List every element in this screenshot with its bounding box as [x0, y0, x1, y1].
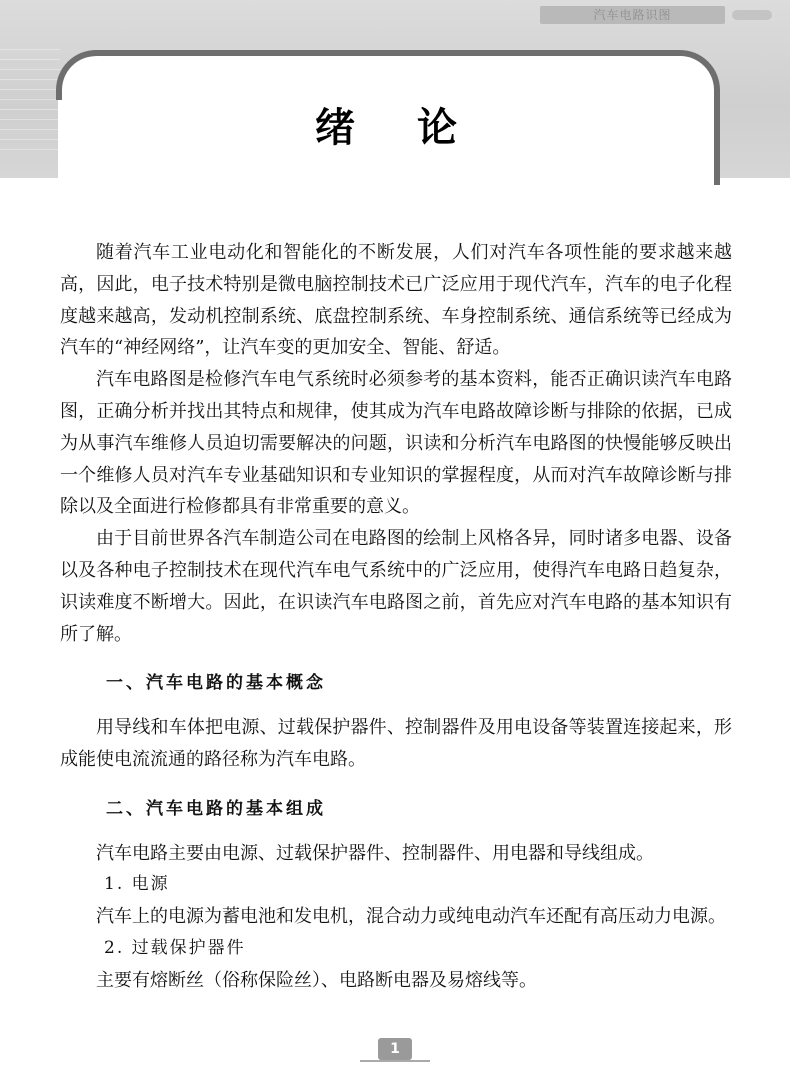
intro-paragraph-3: 由于目前世界各汽车制造公司在电路图的绘制上风格各异，同时诸多电器、设备以及各种电子控制技术在现代汽车电气系统中的广泛应用，使得汽车电路日趋复杂，识读难度不断增大。因此，在识读汽车电路图之前，首先应对汽车电路的基本知识有所了解。: [60, 528, 732, 645]
chapter-title-card: [58, 50, 720, 185]
page-number: 1: [378, 1038, 412, 1060]
series-tag: 汽车电路识图: [540, 6, 725, 24]
subsection-heading-protection: 2. 过载保护器件: [104, 937, 246, 958]
subsection-body-protection: 主要有熔断丝（俗称保险丝）、电路断电器及易熔线等。: [96, 969, 537, 991]
section-heading-1: 一、汽车电路的基本概念: [106, 673, 326, 694]
section2-intro: 汽车电路主要由电源、过载保护器件、控制器件、用电器和导线组成。: [96, 842, 654, 864]
page-content: [60, 237, 732, 997]
header-decoration: [0, 40, 60, 150]
section-heading-2: 二、汽车电路的基本组成: [106, 798, 326, 819]
subsection-body-power: 汽车上的电源为蓄电池和发电机，混合动力或纯电动汽车还配有高压动力电源。: [96, 906, 726, 928]
subsection-heading-power: 1. 电源: [104, 874, 170, 895]
page-number-underline: [360, 1060, 430, 1062]
series-decoration: [732, 10, 772, 20]
intro-paragraph-1: 随着汽车工业电动化和智能化的不断发展，人们对汽车各项性能的要求越来越高，因此，电子技术特别是微电脑控制技术已广泛应用于现代汽车，汽车的电子化程度越来越高，发动机控制系统、底盘控制系统、车身控制系统、通信系统等已经成为汽车的“神经网络”，让汽车变的更加安全、智能、舒适。: [60, 242, 732, 359]
section1-body: 用导线和车体把电源、过载保护器件、控制器件及用电设备等装置连接起来，形成能使电流流通的路径称为汽车电路。: [60, 717, 732, 770]
chapter-title: 绪论: [315, 105, 519, 151]
intro-paragraph-2: 汽车电路图是检修汽车电气系统时必须参考的基本资料，能否正确识读汽车电路图，正确分析并找出其特点和规律，使其成为汽车电路故障诊断与排除的依据，已成为从事汽车维修人员迫切需要解决的问题，识读和分析汽车电路图的快慢能够反映出一个维修人员对汽车专业基础知识和专业知识的掌握程度，从而对汽车故障诊断与排除以及全面进行检修都具有非常重要的意义。: [60, 369, 732, 518]
